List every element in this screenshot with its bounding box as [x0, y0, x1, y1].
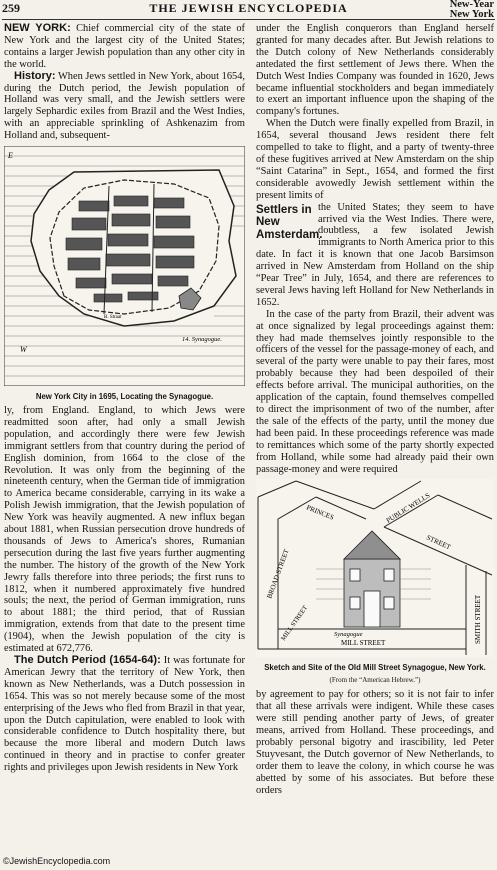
map-figure	[4, 146, 245, 390]
dutch-period-text: It was fortunate for American Jewry that the territory of New York, then known as New Netherlands, was a Dutch possession in 1654. This was so not merely because some of the most enterprising of the Jews who fled from Brazil in that year, upon the Dutch capitulation, were enabled to look with considerable confidence to Dutch hospitality there, but because the more liberal and modern Dutch laws continued in theory and in practise to confer greater rights and privileges upon Jewish residents in New York	[4, 655, 245, 774]
street-label-public-wells: PUBLIC WELLS	[384, 491, 432, 526]
map-label-e: E	[8, 151, 13, 161]
new-york-1695-map	[4, 146, 245, 386]
map-label-w: W	[20, 345, 27, 355]
running-title: THE JEWISH ENCYCLOPEDIA	[149, 1, 348, 15]
street-label-street: STREET	[425, 533, 452, 552]
street-label-princes: PRINCES	[305, 503, 335, 523]
mill-street-synagogue-sketch	[256, 479, 494, 657]
sidehead-settlers: Settlers in New Amsterdam.	[256, 203, 323, 241]
map-label-street: B. Straat	[104, 315, 122, 321]
left-column	[4, 23, 245, 774]
legal-proceedings-paragraph: In the case of the party from Brazil, their advent was at once signalized by legal proceedings against them: they had made themselves jointly responsible to the officers of the vessel for the passage-money of each, and several of the party were unable to pay their fares, most probably because they had been despoiled of their effects before arrival. The municipal authorities, on the application of the captain, found themselves compelled to direct the imprisonment of two of the number, after the sale of the effects of the party, until the money due had been paid. In these proceedings reference was made to remittances which some of the party shortly expected from Holland, while some had already paid their own passage-money and were required	[256, 308, 494, 475]
header-rule	[2, 19, 495, 20]
page-number: 259	[2, 1, 20, 15]
street-label-smith: SMITH STREET	[474, 595, 482, 645]
street-label-broad: BROAD STREET	[265, 548, 291, 601]
map-caption: New York City in 1695, Locating the Synagogue.	[35, 391, 214, 401]
dutch-period-paragraph	[4, 655, 245, 774]
settlers-paragraph: the United States; they seem to have arrived via the West Indies. There were, doubtless, a few isolated Jewish immigrants to North America prior to this date. In fact it is known that one Jacob Barsimson arrived in New Amsterdam from Holland on the ship “Pear Tree” in July, 1654, and there are references to several Jews having left Holland for New Netherlands in 1652.	[256, 201, 494, 308]
footer-link[interactable]: ©JewishEncyclopedia.com	[3, 856, 111, 866]
street-label-mill-bottom: MILL STREET	[341, 639, 386, 648]
dutch-period-heading: The Dutch Period (1654-64):	[14, 654, 161, 666]
page-header	[0, 0, 497, 18]
dutch-relations-paragraph: under the English conquerors than England herself granted for many decades after. But Jewish relations to the Dutch colony of New Netherlands considerably antedated the first settlement of Jews there. When the Dutch West Indies Company was founded in 1620, Jews became influential stockholders and began immediately to exert an important influence upon the shaping of the company's fortunes.	[256, 23, 494, 118]
entry-intro-text: Chief commercial city of the state of New York and the largest city of the United States; contains a larger Jewish population than any other city in the world.	[4, 23, 246, 70]
street-label-mill-left: MILL STREET	[279, 604, 310, 643]
expulsion-paragraph: When the Dutch were finally expelled from Brazil, in 1654, several thousand Jews resident there felt compelled to take to flight, and a party of twenty-three of these fugitives arrived at New Amsterdam on the ship “Saint Catarina” in Sept., 1654, and formed the first considerable avowedly Jewish settlement within the present limits of	[256, 118, 494, 201]
catchwords	[450, 0, 494, 20]
map-label-synagogue: 14. Synagogue.	[182, 336, 222, 344]
synagogue-credit: (From the “American Hebrew.”)	[329, 676, 421, 685]
entry-intro-paragraph	[4, 23, 245, 71]
synagogue-figure	[256, 479, 494, 661]
catchword-last: New York	[449, 9, 494, 20]
stuyvesant-paragraph: by agreement to pay for others; so it is not fair to infer that all these arrivals were indigent. While these cases were still pending another party of Jews, of greater means, arrived from Holland. These proceedings, and probably personal bigotry and irascibility, led Peter Stuyvesant, the Dutch governor of New Netherlands, to order them to leave the colony, in which course he was abetted by some of his associates. But before these orders	[256, 689, 494, 796]
right-column	[256, 23, 494, 797]
entry-headword: NEW YORK:	[4, 22, 71, 34]
history-text: When Jews settled in New York, about 1654, during the Dutch period, the Jewish population of Holland was very small, and the Jewish settlers were largely Sephardic exiles from Brazil and the West Indies, with an appreciable sprinkling of Ashkenazim from Holland and, subsequent-	[4, 70, 245, 142]
history-paragraph	[4, 71, 245, 142]
history-heading: History:	[14, 69, 56, 82]
street-label-synagogue: Synagogue	[334, 631, 363, 639]
catchword-first: New-Year	[449, 0, 494, 10]
history-continued-paragraph: ly, from England. England, to which Jews were readmitted soon after, had only a small Jewish population, and accordingly there were few Jewish immigrant settlers from that country during the period of English dominion, from 1664 to the close of the Revolution. It was only from the beginning of the nineteenth century, when the German tide of immigration to America became considerable, carrying in its wake a Polish Jewish immigration, that the Jewish population of New York was heavily augmented. A new influx began about 1881, when Russian persecution drove hundreds of thousands of Jews to America's shores, Rumanian persecution during the last five years further augmenting the number. The history of the growth of the New York Jewry falls therefore into three periods; the first runs to 1812, when it numbered approximately five hundred souls; the next, the period of German immigration, runs to about 1881; the third period, that of Russian immigration, extends from that date to the present time (1904), when the Jewish population of the city is estimated at 672,776.	[4, 404, 245, 655]
synagogue-caption: Sketch and Site of the Old Mill Street Synagogue, New York.	[264, 663, 486, 673]
